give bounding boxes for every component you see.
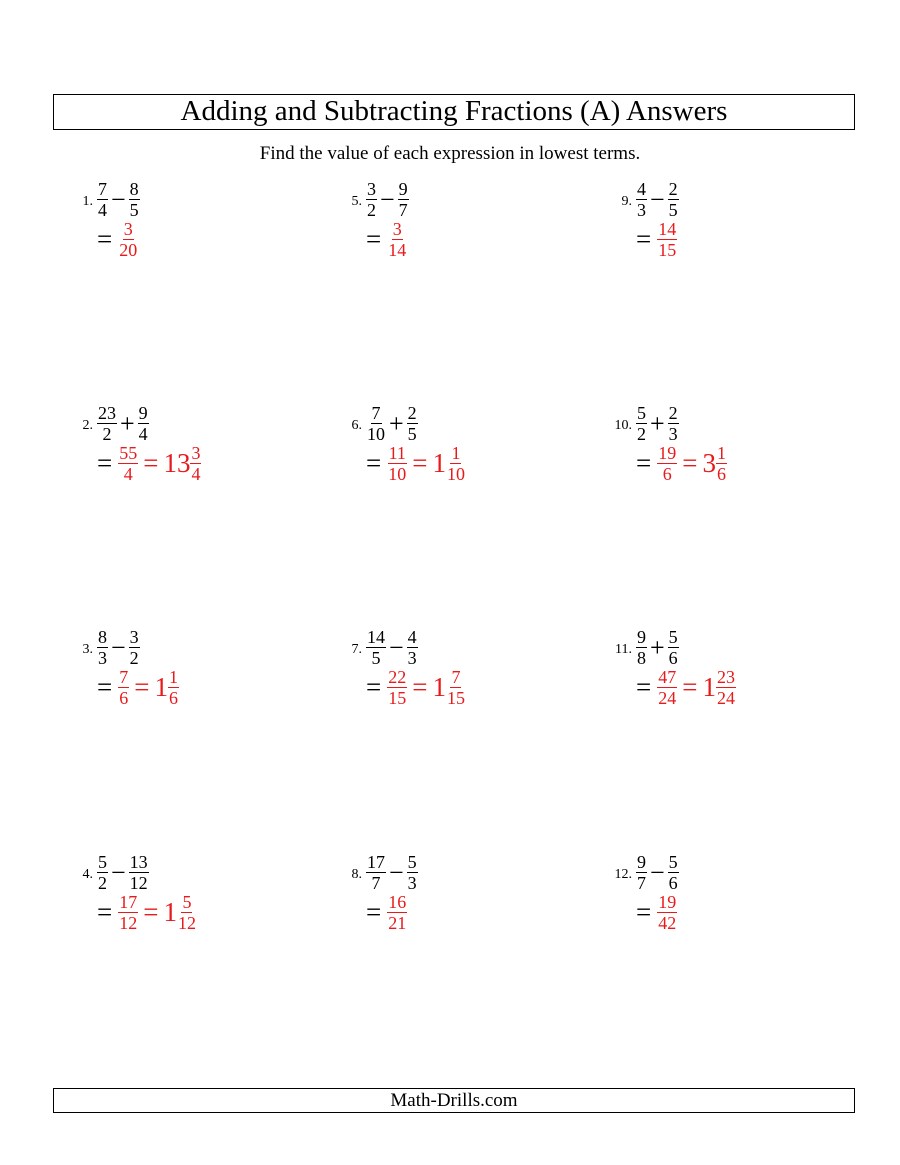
operator: − [111, 632, 126, 662]
first-fraction-numerator: 4 [637, 179, 646, 199]
first-fraction-denominator: 4 [98, 200, 107, 220]
mixed-fraction [716, 444, 727, 483]
equals-sign: = [97, 672, 113, 702]
equals-sign: = [636, 672, 652, 702]
first-fraction-numerator: 7 [98, 179, 107, 199]
second-fraction [668, 180, 679, 219]
answer-fraction [118, 220, 138, 259]
first-fraction-denominator: 2 [102, 424, 112, 444]
second-fraction-numerator: 13 [129, 852, 148, 872]
problem-expression [97, 853, 149, 892]
mixed-fraction [177, 893, 197, 932]
first-fraction [97, 404, 117, 443]
problem-number: 12. [614, 867, 632, 882]
second-fraction [407, 853, 418, 892]
operator: − [650, 184, 665, 214]
problem-number: 9. [621, 194, 632, 209]
second-fraction-denominator: 5 [407, 424, 417, 444]
answer-fraction-denominator: 10 [388, 464, 407, 484]
answer-fraction-denominator: 15 [388, 688, 407, 708]
answer-fraction [657, 220, 677, 259]
answer-fraction-denominator: 14 [388, 240, 407, 260]
first-fraction [366, 853, 386, 892]
first-fraction [97, 180, 108, 219]
second-fraction [398, 180, 409, 219]
second-fraction [407, 404, 418, 443]
first-fraction [636, 628, 647, 667]
mixed-equals-sign: = [134, 672, 150, 702]
answer-fraction-numerator: 17 [119, 892, 138, 912]
answer-line [97, 893, 197, 932]
first-fraction-numerator: 3 [367, 179, 376, 199]
mixed-whole-number: 1 [432, 672, 446, 702]
second-fraction-numerator: 3 [129, 627, 139, 647]
mixed-equals-sign: = [143, 448, 159, 478]
problem-expression [636, 404, 679, 443]
problem-number: 4. [82, 867, 93, 882]
second-fraction-numerator: 2 [407, 403, 417, 423]
answer-fraction-numerator: 22 [388, 667, 407, 687]
mixed-fraction-denominator: 15 [446, 688, 465, 708]
first-fraction-numerator: 7 [371, 403, 381, 423]
mixed-equals-sign: = [143, 897, 159, 927]
problem-number: 6. [351, 418, 362, 433]
equals-sign: = [636, 224, 652, 254]
answer-line [366, 893, 407, 932]
answer-line [366, 668, 466, 707]
problem-expression [366, 180, 409, 219]
first-fraction-denominator: 10 [367, 424, 385, 444]
answer-fraction-denominator: 20 [119, 240, 138, 260]
operator: + [650, 408, 665, 438]
footer-site: Math-Drills.com [53, 1088, 855, 1113]
first-fraction-numerator: 23 [98, 403, 116, 423]
first-fraction [636, 180, 647, 219]
operator: − [111, 184, 126, 214]
answer-fraction-denominator: 42 [658, 913, 677, 933]
answer-fraction-denominator: 21 [388, 913, 407, 933]
answer-line [636, 220, 677, 259]
mixed-fraction [446, 668, 466, 707]
answer-fraction-denominator: 6 [119, 688, 129, 708]
operator: + [650, 632, 665, 662]
second-fraction-numerator: 5 [407, 852, 417, 872]
first-fraction-denominator: 8 [637, 648, 646, 668]
second-fraction-numerator: 2 [668, 403, 678, 423]
equals-sign: = [366, 448, 382, 478]
operator: + [389, 408, 404, 438]
second-fraction-numerator: 9 [398, 179, 408, 199]
first-fraction-denominator: 2 [367, 200, 376, 220]
second-fraction [668, 853, 679, 892]
worksheet-title: Adding and Subtracting Fractions (A) Answers [53, 94, 855, 130]
answer-fraction-denominator: 15 [658, 240, 677, 260]
equals-sign: = [97, 897, 113, 927]
mixed-fraction-denominator: 4 [191, 464, 201, 484]
answer-fraction-denominator: 6 [662, 464, 672, 484]
first-fraction-numerator: 9 [637, 852, 646, 872]
first-fraction-denominator: 7 [371, 873, 381, 893]
mixed-fraction [190, 444, 201, 483]
second-fraction [668, 404, 679, 443]
mixed-fraction-denominator: 24 [716, 688, 735, 708]
first-fraction-denominator: 3 [98, 648, 107, 668]
answer-fraction-numerator: 7 [119, 667, 129, 687]
answer-line [636, 444, 727, 483]
first-fraction-numerator: 9 [637, 627, 646, 647]
second-fraction-numerator: 8 [129, 179, 139, 199]
mixed-equals-sign: = [682, 672, 698, 702]
problem-expression [636, 853, 679, 892]
answer-fraction-numerator: 19 [658, 443, 677, 463]
mixed-fraction-numerator: 1 [451, 443, 461, 463]
equals-sign: = [366, 897, 382, 927]
mixed-equals-sign: = [682, 448, 698, 478]
problem-expression [366, 404, 418, 443]
answer-fraction [118, 444, 138, 483]
first-fraction-numerator: 14 [367, 627, 385, 647]
operator: − [389, 857, 404, 887]
second-fraction-denominator: 5 [668, 200, 678, 220]
mixed-fraction [716, 668, 736, 707]
second-fraction-denominator: 4 [138, 424, 148, 444]
first-fraction [366, 180, 377, 219]
answer-line [366, 220, 407, 259]
mixed-fraction-numerator: 23 [716, 667, 735, 687]
answer-fraction-numerator: 16 [388, 892, 407, 912]
answer-fraction-denominator: 24 [658, 688, 677, 708]
first-fraction [97, 628, 108, 667]
mixed-whole-number: 1 [432, 448, 446, 478]
first-fraction [636, 853, 647, 892]
equals-sign: = [636, 448, 652, 478]
mixed-fraction-denominator: 10 [446, 464, 465, 484]
second-fraction-denominator: 6 [668, 648, 678, 668]
mixed-fraction-denominator: 12 [177, 913, 196, 933]
mixed-fraction [446, 444, 466, 483]
second-fraction-numerator: 5 [668, 627, 678, 647]
equals-sign: = [97, 448, 113, 478]
operator: − [650, 857, 665, 887]
answer-fraction-numerator: 55 [119, 443, 138, 463]
problem-expression [366, 853, 418, 892]
equals-sign: = [366, 224, 382, 254]
second-fraction-numerator: 2 [668, 179, 678, 199]
answer-fraction-numerator: 19 [658, 892, 677, 912]
first-fraction-denominator: 5 [371, 648, 381, 668]
second-fraction-denominator: 2 [129, 648, 139, 668]
answer-fraction-numerator: 3 [392, 219, 402, 239]
first-fraction [366, 628, 386, 667]
operator: − [111, 857, 126, 887]
answer-fraction [387, 893, 407, 932]
mixed-fraction-denominator: 6 [716, 464, 726, 484]
answer-fraction-numerator: 47 [658, 667, 677, 687]
first-fraction-numerator: 8 [98, 627, 107, 647]
answer-line [366, 444, 466, 483]
second-fraction-denominator: 5 [129, 200, 139, 220]
mixed-whole-number: 1 [154, 672, 168, 702]
mixed-whole-number: 1 [163, 897, 177, 927]
operator: − [380, 184, 395, 214]
second-fraction-numerator: 9 [138, 403, 148, 423]
answer-line [97, 444, 201, 483]
second-fraction [129, 180, 140, 219]
answer-fraction [118, 668, 129, 707]
mixed-fraction-numerator: 5 [182, 892, 192, 912]
mixed-fraction-numerator: 1 [168, 667, 178, 687]
second-fraction-denominator: 3 [668, 424, 678, 444]
second-fraction-numerator: 5 [668, 852, 678, 872]
problem-number: 8. [351, 867, 362, 882]
second-fraction [129, 628, 140, 667]
problem-expression [97, 628, 140, 667]
problem-number: 10. [614, 418, 632, 433]
answer-fraction-denominator: 4 [123, 464, 133, 484]
answer-fraction-numerator: 11 [388, 443, 406, 463]
second-fraction [668, 628, 679, 667]
first-fraction-denominator: 2 [637, 424, 646, 444]
mixed-whole-number: 3 [702, 448, 716, 478]
operator: + [120, 408, 135, 438]
problem-number: 2. [82, 418, 93, 433]
second-fraction-numerator: 4 [407, 627, 417, 647]
answer-fraction [387, 444, 407, 483]
answer-fraction [657, 668, 677, 707]
first-fraction [636, 404, 647, 443]
instructions: Find the value of each expression in lowest terms. [259, 143, 641, 164]
problem-number: 3. [82, 642, 93, 657]
problem-expression [97, 404, 149, 443]
equals-sign: = [97, 224, 113, 254]
mixed-equals-sign: = [412, 448, 428, 478]
answer-line [636, 893, 677, 932]
problem-number: 7. [351, 642, 362, 657]
equals-sign: = [636, 897, 652, 927]
answer-fraction [657, 444, 677, 483]
answer-fraction [118, 893, 138, 932]
first-fraction-denominator: 3 [637, 200, 646, 220]
first-fraction-numerator: 5 [98, 852, 107, 872]
problem-number: 11. [615, 642, 632, 657]
first-fraction-denominator: 7 [637, 873, 646, 893]
first-fraction [97, 853, 108, 892]
answer-fraction-denominator: 12 [119, 913, 138, 933]
mixed-fraction [168, 668, 179, 707]
first-fraction-denominator: 2 [98, 873, 107, 893]
equals-sign: = [366, 672, 382, 702]
answer-line [97, 220, 138, 259]
mixed-fraction-numerator: 3 [191, 443, 201, 463]
second-fraction [138, 404, 149, 443]
answer-fraction-numerator: 14 [658, 219, 677, 239]
mixed-equals-sign: = [412, 672, 428, 702]
second-fraction-denominator: 7 [398, 200, 408, 220]
problem-expression [97, 180, 140, 219]
first-fraction-numerator: 5 [637, 403, 646, 423]
second-fraction [407, 628, 418, 667]
problem-expression [366, 628, 418, 667]
first-fraction-numerator: 17 [367, 852, 385, 872]
second-fraction-denominator: 12 [129, 873, 148, 893]
mixed-whole-number: 1 [702, 672, 716, 702]
second-fraction-denominator: 3 [407, 648, 417, 668]
answer-line [636, 668, 736, 707]
operator: − [389, 632, 404, 662]
first-fraction [366, 404, 386, 443]
problem-number: 1. [82, 194, 93, 209]
answer-line [97, 668, 179, 707]
second-fraction [129, 853, 149, 892]
mixed-whole-number: 13 [163, 448, 191, 478]
answer-fraction-numerator: 3 [123, 219, 133, 239]
second-fraction-denominator: 3 [407, 873, 417, 893]
answer-fraction [387, 668, 407, 707]
mixed-fraction-numerator: 7 [451, 667, 461, 687]
answer-fraction [387, 220, 407, 259]
second-fraction-denominator: 6 [668, 873, 678, 893]
problem-expression [636, 628, 679, 667]
problem-number: 5. [351, 194, 362, 209]
mixed-fraction-numerator: 1 [716, 443, 726, 463]
answer-fraction [657, 893, 677, 932]
mixed-fraction-denominator: 6 [168, 688, 178, 708]
problem-expression [636, 180, 679, 219]
